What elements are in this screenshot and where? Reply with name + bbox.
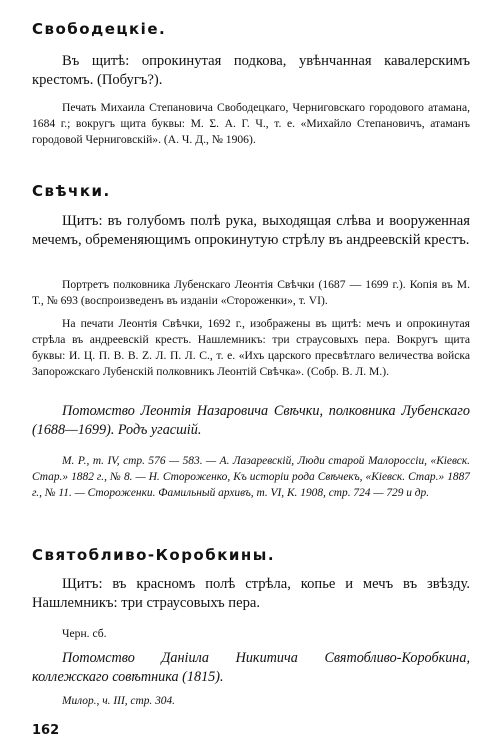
- blazon-paragraph: Въ щитѣ: опрокинутая подкова, увѣнчанная кавалерскимъ крестомъ. (Побугъ?).: [32, 53, 470, 88]
- source-line: Черн. сб.: [62, 627, 107, 640]
- seal-description-paragraph: На печати Леонтія Свѣчки, 1692 г., изображены въ щитѣ: мечъ и опрокинутая стрѣла въ андреевскій крестъ. Нашлемникъ: три страусовыхъ пера. Вокругъ щита буквы: И. Ц. П. В. В. Z. Л. П. Л. С., т. е. «Ихъ царского пресвѣтлаго величества войска Запорожскаго Лубенскій полковникъ Леонтій Свѣчка». (Собр. В. Л. М.).: [32, 317, 470, 378]
- section-heading: Свѣчки.: [32, 182, 111, 200]
- blazon-paragraph: Щитъ: въ красномъ полѣ стрѣла, копье и мечъ въ звѣзду. Нашлемникъ: три страусовыхъ пера.: [32, 576, 470, 611]
- seal-description-paragraph: Печать Михаила Степановича Свободецкаго, Черниговскаго городового атамана, 1684 г.; вокругъ щита буквы: М. Σ. А. Г. Ч., т. е. «Михайло Степановичъ, атаманъ городовой Черниговскій». (А. Ч. Д., № 1906).: [32, 101, 470, 146]
- reference-line: Милор., ч. III, стр. 304.: [62, 695, 176, 707]
- lineage-paragraph: Потомство Данiила Никитича Святобливо-Коробкина, коллежскаго совѣтника (1815).: [32, 650, 470, 685]
- references-paragraph: М. Р., т. IV, стр. 576 — 583. — А. Лазаревскій, Люди старой Малороссіи, «Кіевск. Стар.» 1882 г., № 8. — Н. Стороженко, Къ исторіи рода Свѣчекъ, «Кіевск. Стар.» 1887 г., № 11. — Стороженки. Фамильный архивъ, т. VI, К. 1908, стр. 724 — 729 и др.: [32, 455, 470, 499]
- section-heading: Свободецкіе.: [32, 20, 167, 38]
- page-number: 162: [32, 723, 60, 738]
- lineage-paragraph: Потомство Леонтія Назаровича Свѣчки, полковника Лубенскаго (1688—1699). Родъ угасшій.: [32, 403, 470, 438]
- blazon-paragraph: Щитъ: въ голубомъ полѣ рука, выходящая слѣва и вооруженная мечемъ, обременяющимъ опрокинутую стрѣлу въ андреевскій крестъ.: [32, 213, 470, 248]
- section-heading: Святобливо-Коробкины.: [32, 546, 276, 564]
- portrait-paragraph: Портретъ полковника Лубенскаго Леонтія Свѣчки (1687 — 1699 г.). Копія въ М. Т., № 693 (воспроизведенъ въ изданіи «Стороженки», т. VI).: [32, 278, 470, 307]
